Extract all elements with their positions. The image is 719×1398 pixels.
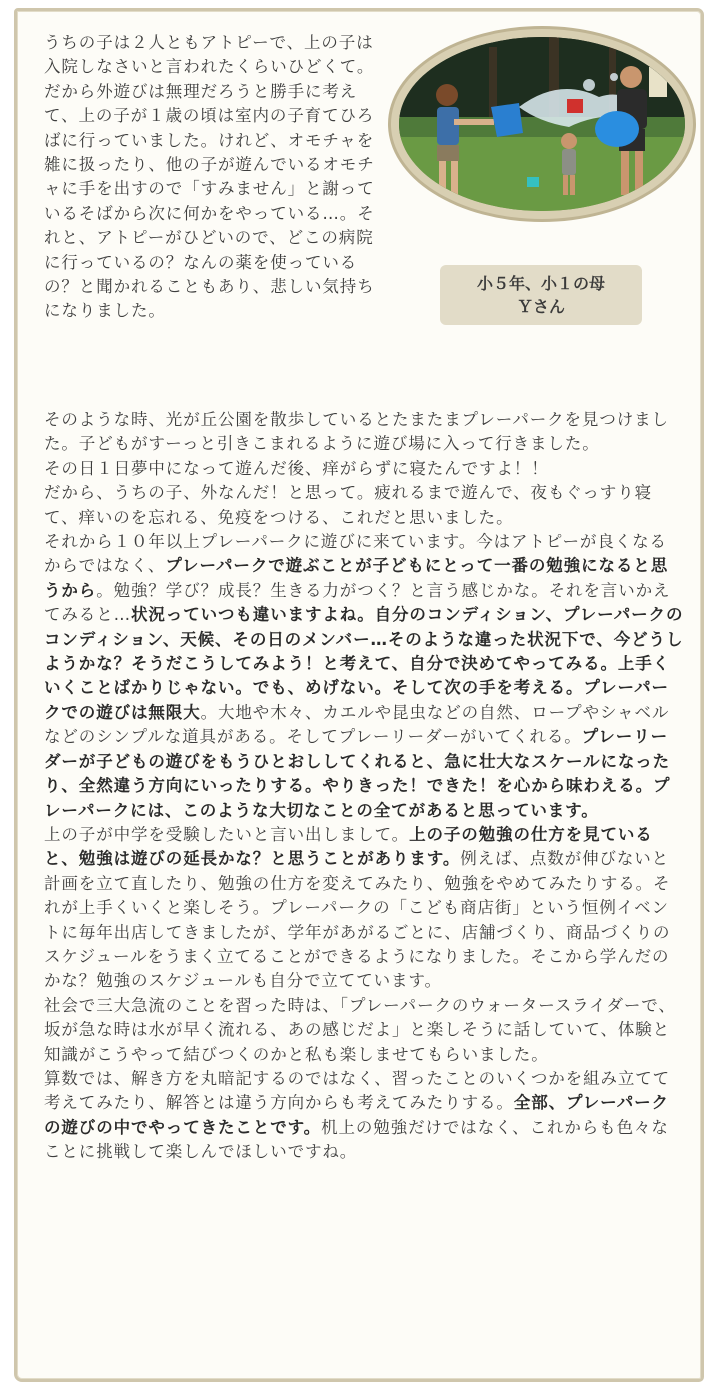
photo-illustration [399,37,685,211]
interviewee-caption [440,265,642,325]
paragraph-1: そのような時、光が丘公園を散歩しているとたまたまプレーパークを見つけました。子どもがすーっと引きこまれるように遊び場に入って行きました。 [44,410,669,454]
paragraph-3: だから、うちの子、外なんだ！と思って。疲れるまで遊んで、夜もぐっすり寝て、痒いのを忘れる、免疫をつける、これだと思いました。 [44,483,653,527]
p4-bold-b: プレーパークで遊ぶことが子どもにとって一番の勉強になると思うから [44,556,669,600]
paragraph-2: その日１日夢中になって遊んだ後、痒がらずに寝たんですよ！！ [44,458,549,478]
paragraph-7 [44,1067,684,1165]
paragraph-4 [44,530,684,823]
p4-text-c: 。勉強？学び？成長？生きる力がつく？と言う感じかな。それを言いかえてみると… [44,580,671,625]
photo-frame [388,26,696,222]
p5-text-a: 上の子が中学を受験したいと言い出しまして。 [44,824,410,844]
caption-line-1: 小５年、小１の母 [476,274,605,293]
caption-line-2: Ｙさん [516,297,565,316]
p4-bold-d: 状況っていつも違いますよね。自分のコンディション、プレーパークのコンディション、天候、その日のメンバー…そのような違った状況下で、今どうしようかな？そうだこうしてみよう！と考えて、自分で決めてやってみる。上手くいくことばかりじゃない。でも、めげない。そして次の手を考える。プレーパークでの遊びは無限大 [44,605,684,722]
p7-bold-b: 全部、プレーパークの遊びの中でやってきたことです。 [44,1093,669,1137]
p5-text-c: 例えば、点数が伸びないと計画を立て直したり、勉強の仕方を変えてみたり、勉強をやめてみたりする。それが上手くいくと楽しそう。プレーパークの「こども商店街」という恒例イベントに毎年出店してきましたが、学年があがるごとに、店舗づくり、商品づくりのスケジュールをうまく立てることができるようになりました。そこから学んだのかな？勉強のスケジュールも自分で立てています。 [44,849,671,991]
p7-text-a: 算数では、解き方を丸暗記するのではなく、習ったことのいくつかを組み立てて考えてみたり、解答とは違う方向からも考えてみたりする。 [44,1068,671,1113]
p4-text-a: それから１０年以上プレーパークに遊びに来ています。今はアトピーが良くなるからではなく、 [44,532,667,576]
intro-paragraph [44,31,376,324]
intro-text: うちの子は２人ともアトピーで、上の子は入院しなさいと言われたくらいひどくて。だから外遊びは無理だろうと勝手に考えて、上の子が１歳の頃は室内の子育てひろばに行っていました。けれど、オモチャを雑に扱ったり、他の子が遊んでいるオモチャに手を出すので「すみません」と謝っているそばから次に何かをやっている…。それと、アトピーがひどいので、どこの病院に行っているの？なんの薬を使っているの？と聞かれることもあり、悲しい気持ちになりました。 [44,33,375,321]
p4-bold-f: プレーリーダーが子どもの遊びをもうひとおししてくれると、急に壮大なスケールになったり、全然違う方向にいったりする。やりきった！できた！を心から味わえる。プレーパークには、このような大切なことの全てがあると思っています。 [44,727,671,820]
p5-bold-b: 上の子の勉強の仕方を見ていると、勉強は遊びの延長かな？と思うことがあります。 [44,824,653,869]
paragraph-6: 社会で三大急流のことを習った時は、「プレーパークのウォータースライダーで、坂が急な時は水が早く流れる、あの感じだよ」と楽しそうに話していて、体験と知識がこうやって結びつくのかと私も楽しませてもらいました。 [44,995,676,1064]
park-water-play-photo [399,37,685,211]
p7-text-c: 机上の勉強だけではなく、これからも色々なことに挑戦して楽しんでほしいですね。 [44,1117,669,1162]
p4-text-e: 。大地や木々、カエルや昆虫などの自然、ロープやシャベルなどのシンプルな道具がある。そしてプレーリーダーがいてくれる。 [44,702,670,747]
paragraph-5 [44,823,684,994]
article-body [44,408,684,1165]
